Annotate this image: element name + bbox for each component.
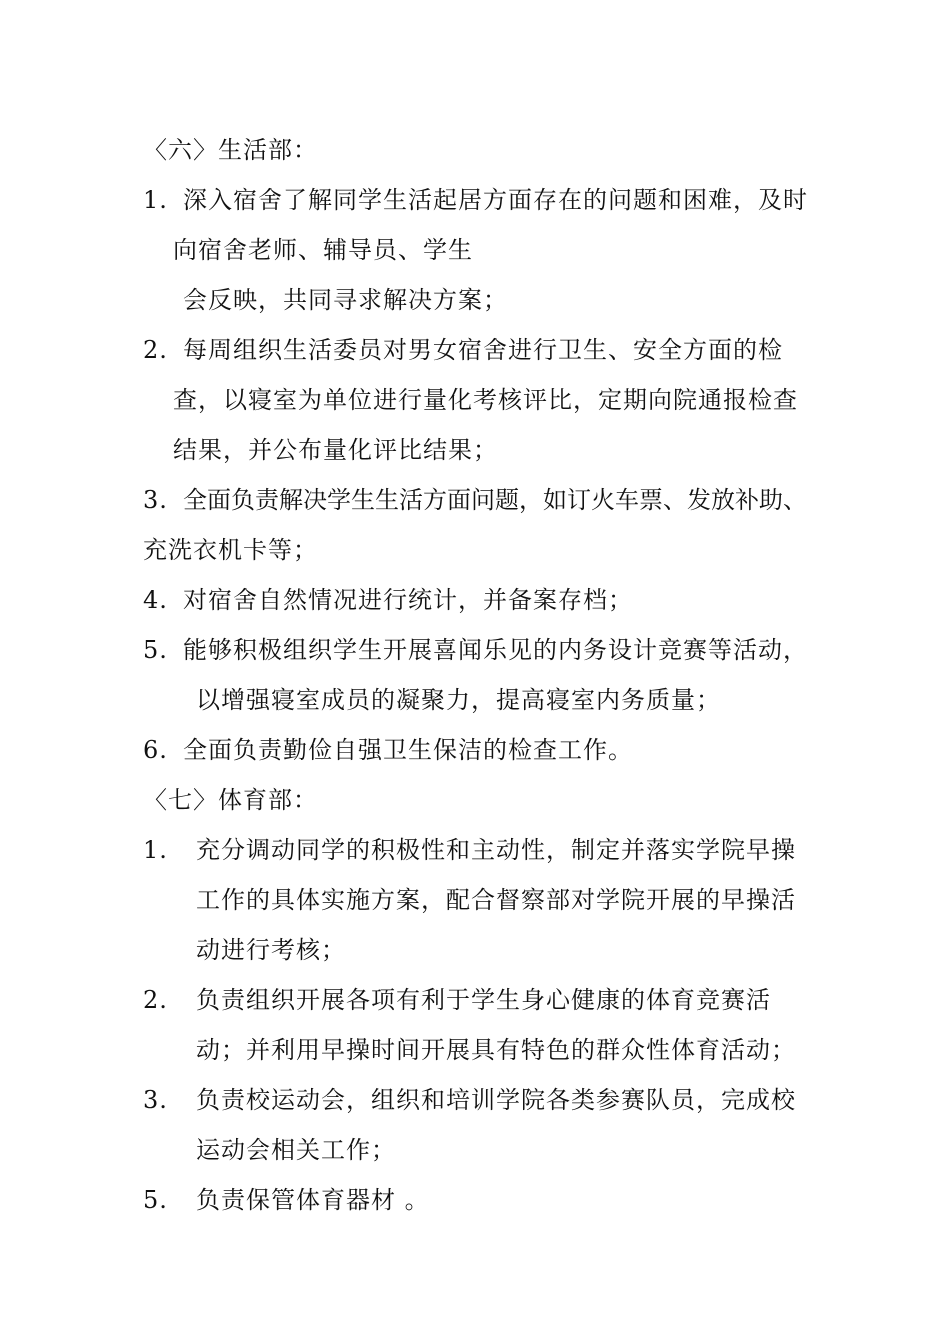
list-item-text: 动；并利用早操时间开展具有特色的群众性体育活动； [196,1036,796,1064]
list-item-text: 充分调动同学的积极性和主动性，制定并落实学院早操 [196,836,796,864]
list-item-number: 2. [143,986,168,1014]
list-item-text: 充洗衣机卡等； [143,536,318,564]
list-item-text: 会反映，共同寻求解决方案； [183,286,508,314]
list-item-number: 5. [143,1186,168,1214]
section-heading-sports: 〈七〉体育部： [143,786,318,814]
list-item-text: 全面负责解决学生生活方面问题，如订火车票、发放补助、 [183,486,807,514]
list-item-text: 对宿舍自然情况进行统计，并备案存档； [183,586,633,614]
list-item-number: 1. [143,186,168,214]
list-item-text: 以增强寝室成员的凝聚力，提高寝室内务质量； [196,686,721,714]
list-item-number: 2. [143,336,168,364]
list-item-text: 深入宿舍了解同学生活起居方面存在的问题和困难，及时 [183,186,808,214]
list-item-number: 3. [143,1086,168,1114]
list-item-text: 运动会相关工作； [196,1136,396,1164]
list-item-text: 能够积极组织学生开展喜闻乐见的内务设计竞赛等活动， [183,636,808,664]
list-item-text: 结果，并公布量化评比结果； [173,436,498,464]
list-item-text: 工作的具体实施方案，配合督察部对学院开展的早操活 [196,886,796,914]
list-item-number: 5. [143,636,168,664]
list-item-number: 3. [143,486,168,514]
list-item-number: 1. [143,836,168,864]
list-item-text: 每周组织生活委员对男女宿舍进行卫生、安全方面的检 [183,336,783,364]
list-item-text: 负责组织开展各项有利于学生身心健康的体育竞赛活 [196,986,771,1014]
list-item-text: 向宿舍老师、辅导员、学生 [173,236,473,264]
section-heading-living: 〈六〉生活部： [143,136,318,164]
list-item-text: 查，以寝室为单位进行量化考核评比，定期向院通报检查 [173,386,798,414]
list-item-number: 6. [143,736,168,764]
list-item-text: 负责保管体育器材 。 [196,1186,430,1214]
list-item-text: 全面负责勤俭自强卫生保洁的检查工作。 [183,736,633,764]
list-item-text: 负责校运动会，组织和培训学院各类参赛队员，完成校 [196,1086,796,1114]
list-item-number: 4. [143,586,168,614]
list-item-text: 动进行考核； [196,936,346,964]
